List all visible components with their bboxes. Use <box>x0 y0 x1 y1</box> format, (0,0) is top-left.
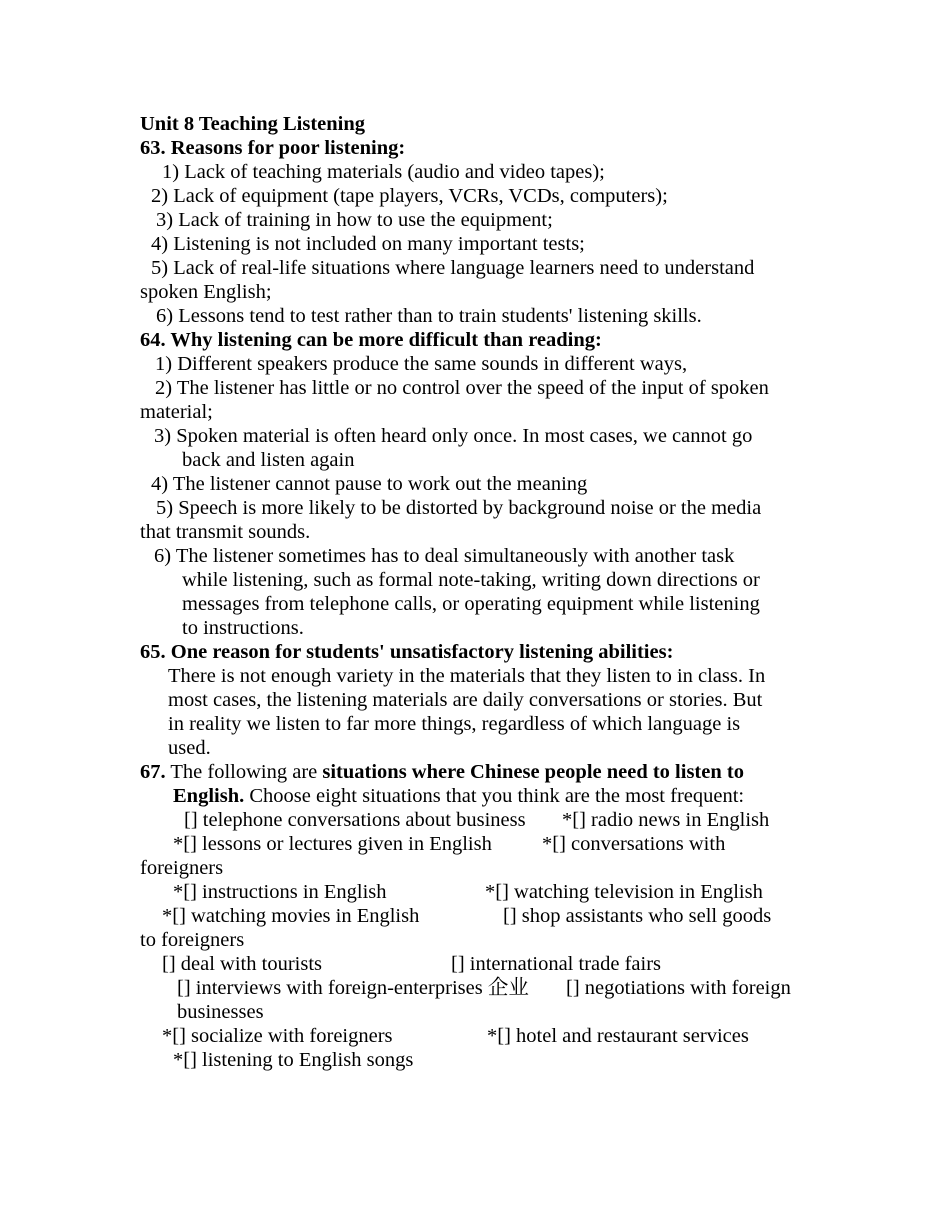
section-63-item: 4) Listening is not included on many important tests; <box>151 233 585 255</box>
section-65-line: used. <box>168 737 211 759</box>
section-64-item: 5) Speech is more likely to be distorted by background noise or the media <box>156 497 762 519</box>
section-64-item: 2) The listener has little or no control over the speed of the input of spoken <box>155 377 769 399</box>
option-item: *[] socialize with foreigners <box>162 1025 393 1047</box>
section-65-heading: 65. One reason for students' unsatisfactory listening abilities: <box>140 641 674 663</box>
section-67-intro-bold: situations where Chinese people need to listen to <box>322 761 744 783</box>
option-item: *[] radio news in English <box>562 809 770 831</box>
section-67-intro-bold2: English. <box>173 785 245 807</box>
section-67-intro-cont <box>140 784 820 808</box>
section-64-item-cont: that transmit sounds. <box>140 521 311 543</box>
option-item: *[] instructions in English <box>173 881 387 903</box>
options-list <box>140 808 820 1072</box>
option-item: *[] listening to English songs <box>173 1049 414 1071</box>
section-64-item-cont: back and listen again <box>182 449 355 471</box>
unit-title: Unit 8 Teaching Listening <box>140 113 365 135</box>
option-row <box>140 976 820 1000</box>
section-64-item: 1) Different speakers produce the same sounds in different ways, <box>155 353 688 375</box>
section-64-item-cont: to instructions. <box>182 617 304 639</box>
section-63-item: 6) Lessons tend to test rather than to train students' listening skills. <box>156 305 702 327</box>
option-item: *[] watching television in English <box>485 881 763 903</box>
section-64-item-cont: material; <box>140 401 213 423</box>
option-item-cont: businesses <box>177 1001 264 1023</box>
section-63-item: 5) Lack of real-life situations where language learners need to understand <box>151 257 755 279</box>
section-67-intro-text: The following are <box>165 761 323 783</box>
section-67-intro-text2: Choose eight situations that you think are the most frequent: <box>244 785 745 807</box>
option-item: [] negotiations with foreign <box>566 977 791 999</box>
option-row <box>140 928 820 952</box>
section-64-item: 3) Spoken material is often heard only once. In most cases, we cannot go <box>154 425 753 447</box>
option-item: [] deal with tourists <box>162 953 322 975</box>
section-63-item: 1) Lack of teaching materials (audio and video tapes); <box>162 161 605 183</box>
section-67-number: 67. <box>140 761 166 783</box>
option-item: *[] hotel and restaurant services <box>487 1025 749 1047</box>
option-item: [] shop assistants who sell goods <box>503 905 772 927</box>
option-row <box>140 1048 820 1072</box>
document-page <box>140 112 820 1072</box>
option-row <box>140 832 820 856</box>
section-67-intro <box>140 760 820 784</box>
section-65-line: There is not enough variety in the materials that they listen to in class. In <box>168 665 766 687</box>
option-item: [] interviews with foreign-enterprises 企业 <box>177 977 529 999</box>
section-64-item: 6) The listener sometimes has to deal simultaneously with another task <box>154 545 735 567</box>
option-item: [] telephone conversations about business <box>184 809 526 831</box>
option-item-cont: to foreigners <box>140 929 245 951</box>
option-row <box>140 1024 820 1048</box>
option-item-cont: foreigners <box>140 857 224 879</box>
section-63-item: 2) Lack of equipment (tape players, VCRs, VCDs, computers); <box>151 185 668 207</box>
section-65-line: most cases, the listening materials are daily conversations or stories. But <box>168 689 763 711</box>
option-row <box>140 856 820 880</box>
section-64-item-cont: while listening, such as formal note-taking, writing down directions or <box>182 569 760 591</box>
option-item: [] international trade fairs <box>451 953 662 975</box>
option-row <box>140 952 820 976</box>
option-item: *[] lessons or lectures given in English <box>173 833 492 855</box>
option-item: *[] watching movies in English <box>162 905 420 927</box>
option-row <box>140 904 820 928</box>
option-row <box>140 1000 820 1024</box>
section-64-item: 4) The listener cannot pause to work out the meaning <box>151 473 588 495</box>
section-63-heading: 63. Reasons for poor listening: <box>140 137 406 159</box>
section-63-item: 3) Lack of training in how to use the equipment; <box>156 209 553 231</box>
option-item: *[] conversations with <box>542 833 726 855</box>
section-64-item-cont: messages from telephone calls, or operating equipment while listening <box>182 593 760 615</box>
section-63-item-cont: spoken English; <box>140 281 272 303</box>
section-64-heading: 64. Why listening can be more difficult than reading: <box>140 329 602 351</box>
section-65-line: in reality we listen to far more things, regardless of which language is <box>168 713 741 735</box>
option-row <box>140 808 820 832</box>
option-row <box>140 880 820 904</box>
